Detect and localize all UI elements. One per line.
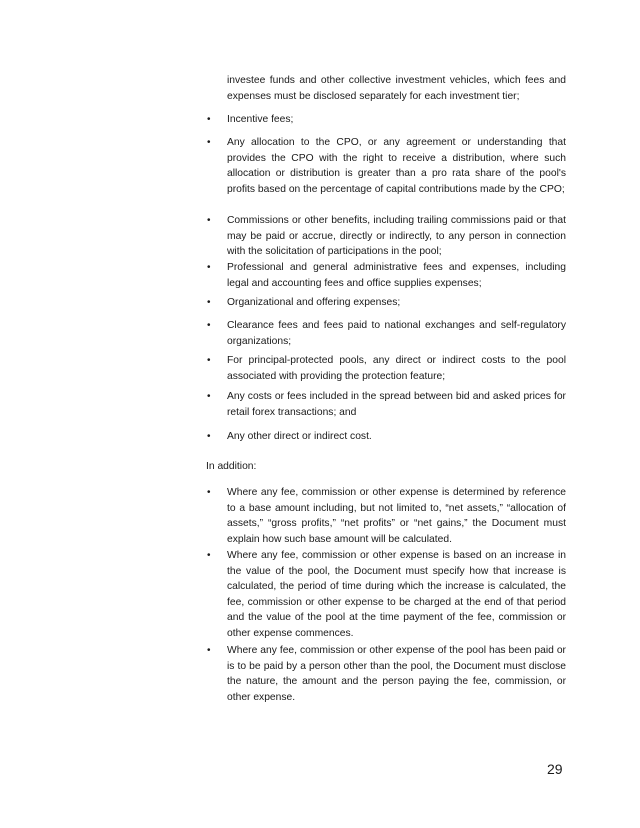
list-item: Any other direct or indirect cost. [227, 431, 372, 442]
bullet [207, 260, 213, 266]
list-item: For principal-protected pools, any direct or indirect costs to the pool associated with providing the protection feature; [227, 355, 566, 382]
bullet [207, 548, 213, 554]
bullet [207, 213, 213, 219]
bullet [207, 353, 213, 359]
bullet [207, 485, 213, 491]
continued-list-item: investee funds and other collective investment vehicles, which fees and expenses must be disclosed separately for each investment tier; [227, 75, 566, 102]
list-item: Where any fee, commission or other expense is based on an increase in the value of the pool, the Document must specify how that increase is calculated, the period of time during which the increase is calculated, the fee, commission or other expense to be charged at the end of that period and the value of the pool at the time payment of the fee, commission or other expense commences. [227, 550, 566, 639]
bullet [207, 318, 213, 324]
list-item: Any allocation to the CPO, or any agreement or understanding that provides the CPO with the right to receive a distribution, where such allocation or distribution is greater than a pro rata share of the pool's profits based on the percentage of capital contributions made by the CPO; [227, 137, 566, 195]
bullet [207, 429, 213, 435]
list-item: Professional and general administrative fees and expenses, including legal and accounting fees and office supplies expenses; [227, 262, 566, 289]
bullet [207, 643, 213, 649]
bullet [207, 135, 213, 141]
list-item: Clearance fees and fees paid to national exchanges and self-regulatory organizations; [227, 320, 566, 347]
list-item: Commissions or other benefits, including trailing commissions paid or that may be paid or accrue, directly or indirectly, to any person in connection with the solicitation of participations in the pool; [227, 215, 566, 258]
bullet [207, 112, 213, 118]
bullet [207, 389, 213, 395]
in-addition-label: In addition: [206, 461, 257, 472]
list-item: Where any fee, commission or other expense of the pool has been paid or is to be paid by a person other than the pool, the Document must disclose the nature, the amount and the person paying the fee, commission, or other expense. [227, 645, 566, 703]
list-item: Any costs or fees included in the spread between bid and asked prices for retail forex transactions; and [227, 391, 566, 418]
bullet [207, 295, 213, 301]
page-number: 29 [547, 761, 563, 777]
list-item: Where any fee, commission or other expense is determined by reference to a base amount including, but not limited to, “net assets,” “allocation of assets,” “gross profits,” “net profits” or “net gains,” the Document must explain how such base amount will be calculated. [227, 487, 566, 545]
list-item: Incentive fees; [227, 114, 294, 125]
list-item: Organizational and offering expenses; [227, 297, 401, 308]
